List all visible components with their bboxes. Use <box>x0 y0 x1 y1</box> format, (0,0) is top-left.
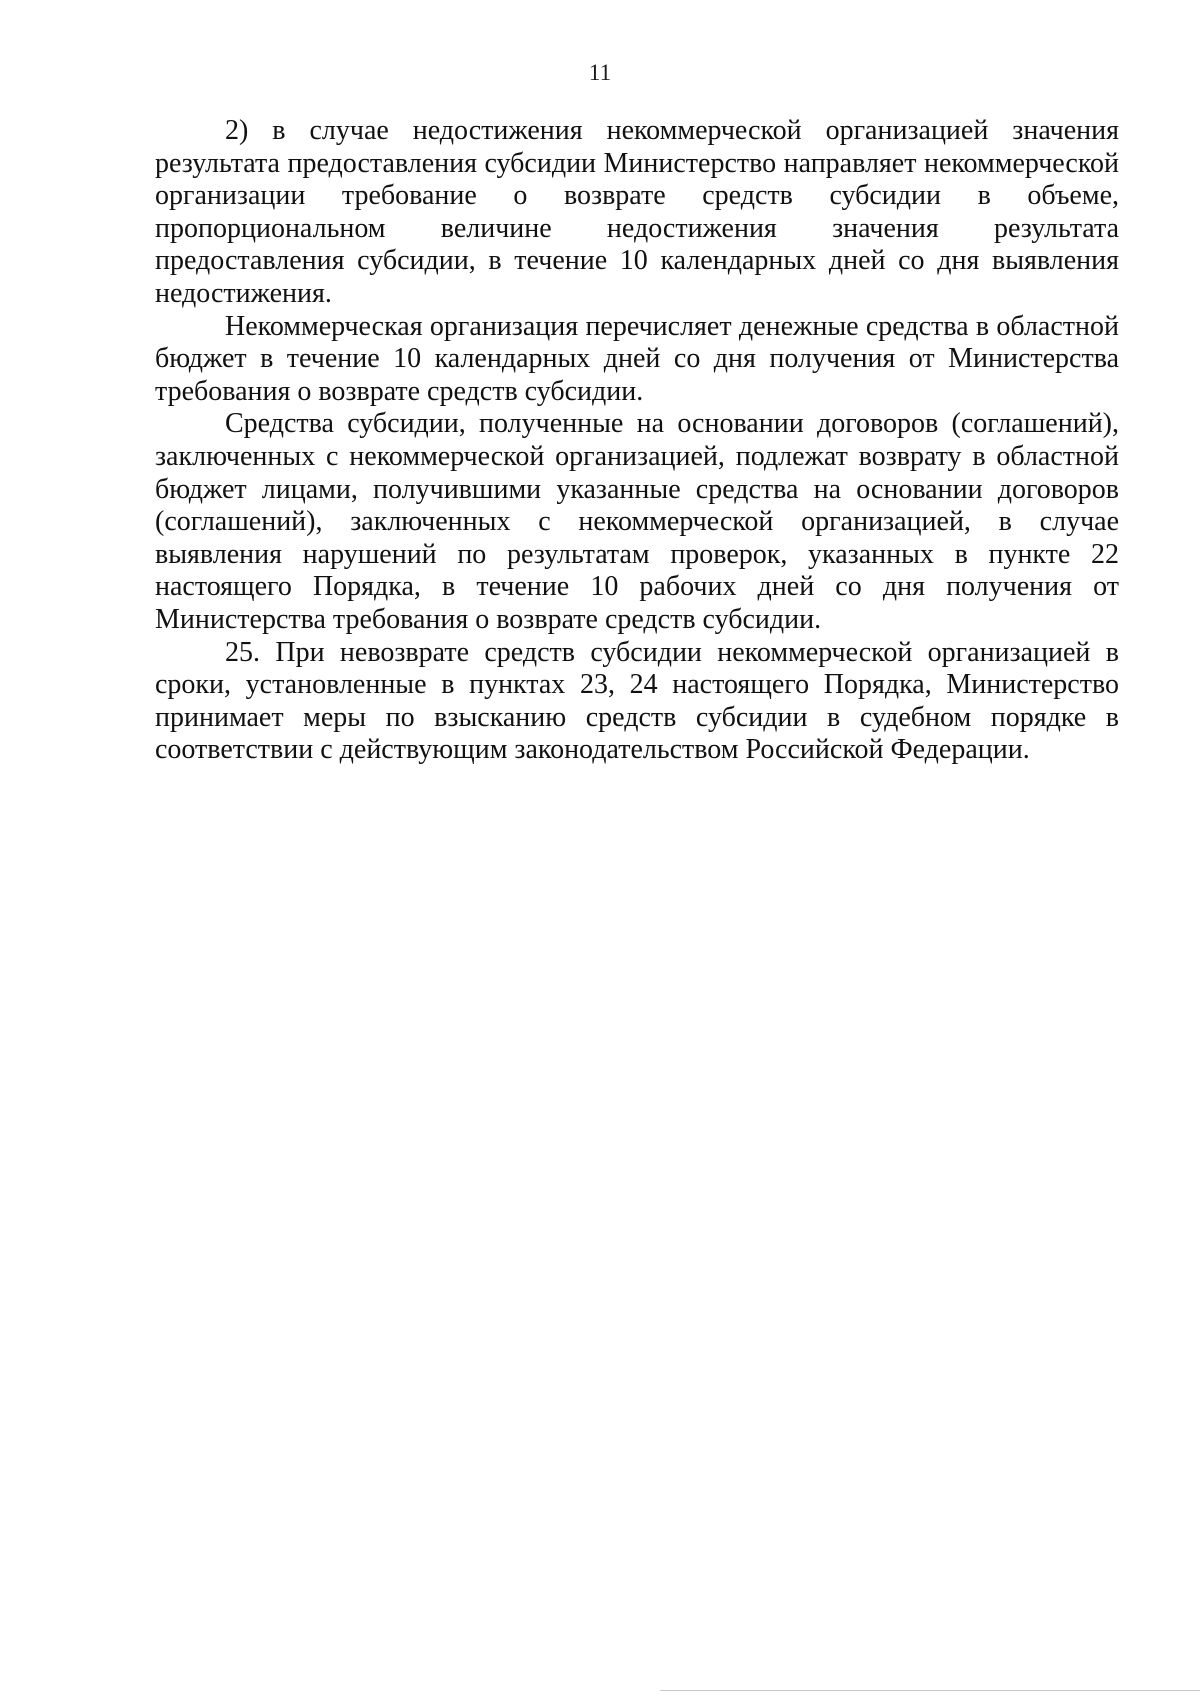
scan-edge-line <box>660 1690 1200 1691</box>
paragraph-third-party-return: Средства субсидии, полученные на основании договоров (соглашений), заключенных с некоммерческой организацией, подлежат возврату в областной бюджет лицами, получившими указанные средства на основании договоров (соглашений), заключенных с некоммерческой организацией, в случае выявления нарушений по результатам проверок, указанных в пункте 22 настоящего Порядка, в течение 10 рабочих дней со дня получения от Министерства требования о возврате средств субсидии. <box>155 408 1119 635</box>
document-body <box>155 115 1119 767</box>
page-number: 11 <box>588 60 612 85</box>
paragraph-subsidy-return-demand: 2) в случае недостижения некоммерческой организацией значения результата предоставления субсидии Министерство направляет некоммерческой организации требование о возврате средств субсидии в объеме, пропорциональном величине недостижения значения результата предоставления субсидии, в течение 10 календарных дней со дня выявления недостижения. <box>155 115 1119 309</box>
paragraph-clause-25: 25. При невозврате средств субсидии некоммерческой организацией в сроки, установленные в пунктах 23, 24 настоящего Порядка, Министерство принимает меры по взысканию средств субсидии в судебном порядке в соответствии с действующим законодательством Российской Федерации. <box>155 636 1119 766</box>
paragraph-funds-transfer: Некоммерческая организация перечисляет денежные средства в областной бюджет в течение 10 календарных дней со дня получения от Министерства требования о возврате средств субсидии. <box>155 310 1119 407</box>
